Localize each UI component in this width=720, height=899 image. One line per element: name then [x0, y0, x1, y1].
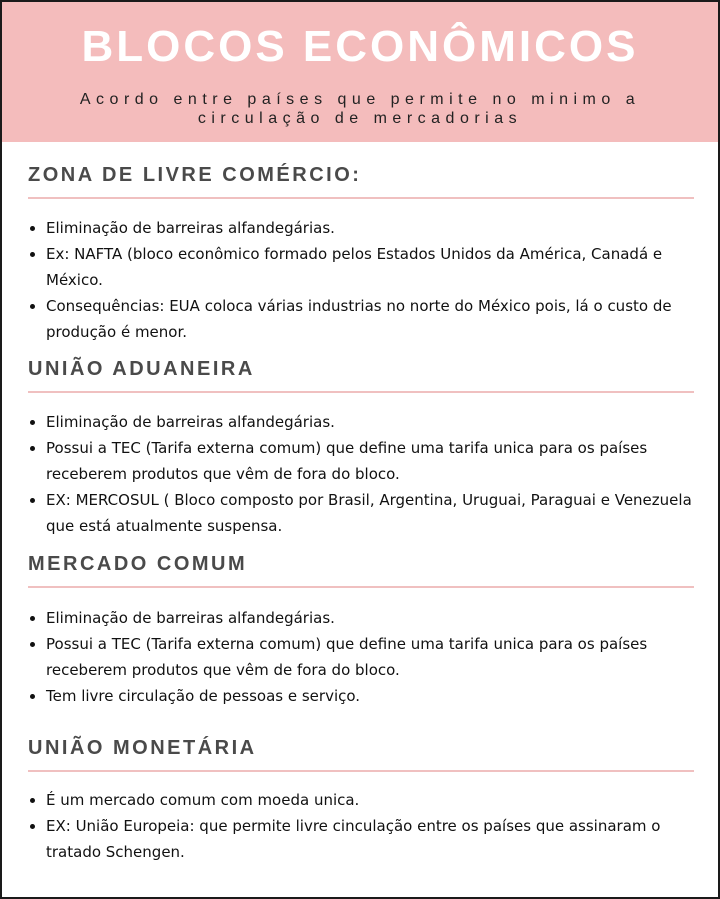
bullet-icon — [30, 694, 35, 699]
bullet-icon — [30, 226, 35, 231]
bullet-icon — [30, 498, 35, 503]
list-item — [28, 293, 692, 345]
list-item — [28, 683, 692, 709]
subtitle — [2, 90, 718, 128]
list-item — [28, 215, 692, 241]
list-item-text: Consequências: EUA coloca várias industrias no norte do México pois, lá o custo de produção é menor. — [46, 297, 672, 341]
bullet-list — [28, 215, 692, 345]
list-item — [28, 605, 692, 631]
section-title: UNIÃO ADUANEIRA — [28, 358, 694, 393]
page-title: BLOCOS ECONÔMICOS — [81, 22, 639, 71]
subtitle-line-1: Acordo entre países que permite no minimo a — [79, 91, 641, 108]
bullet-icon — [30, 252, 35, 257]
bullet-icon — [30, 446, 35, 451]
list-item — [28, 787, 692, 813]
section-uniao-aduaneira — [2, 345, 718, 539]
list-item-text: EX: União Europeia: que permite livre cinculação entre os países que assinaram o tratado Schengen. — [46, 817, 661, 861]
list-item — [28, 241, 692, 293]
list-item — [28, 813, 692, 865]
list-item-text: Tem livre circulação de pessoas e serviço. — [46, 687, 361, 705]
bullet-icon — [30, 616, 35, 621]
section-uniao-monetaria — [2, 709, 718, 865]
list-item — [28, 435, 692, 487]
bullet-icon — [30, 798, 35, 803]
section-title: UNIÃO MONETÁRIA — [28, 737, 694, 772]
list-item-text: EX: MERCOSUL ( Bloco composto por Brasil, Argentina, Uruguai, Paraguai e Venezuela que está atualmente suspensa. — [46, 491, 692, 535]
list-item-text: Eliminação de barreiras alfandegárias. — [46, 609, 335, 627]
bullet-icon — [30, 824, 35, 829]
section-title: ZONA DE LIVRE COMÉRCIO: — [28, 164, 694, 199]
subtitle-line-2: circulação de mercadorias — [197, 110, 523, 127]
list-item-text: Eliminação de barreiras alfandegárias. — [46, 413, 335, 431]
bullet-list — [28, 409, 692, 539]
header-banner — [2, 2, 718, 142]
list-item-text: Possui a TEC (Tarifa externa comum) que define uma tarifa unica para os países receberem produtos que vêm de fora do bloco. — [46, 439, 648, 483]
list-item-text: Eliminação de barreiras alfandegárias. — [46, 219, 335, 237]
list-item-text: Ex: NAFTA (bloco econômico formado pelos Estados Unidos da América, Canadá e México. — [46, 245, 663, 289]
section-zona-livre-comercio — [2, 142, 718, 345]
section-mercado-comum — [2, 539, 718, 709]
list-item-text: Possui a TEC (Tarifa externa comum) que define uma tarifa unica para os países receberem produtos que vêm de fora do bloco. — [46, 635, 648, 679]
list-item — [28, 631, 692, 683]
bullet-icon — [30, 304, 35, 309]
list-item-text: É um mercado comum com moeda unica. — [46, 791, 360, 809]
list-item — [28, 409, 692, 435]
bullet-icon — [30, 642, 35, 647]
list-item — [28, 487, 692, 539]
section-title: MERCADO COMUM — [28, 553, 694, 588]
bullet-list — [28, 787, 692, 865]
bullet-list — [28, 605, 692, 709]
bullet-icon — [30, 420, 35, 425]
